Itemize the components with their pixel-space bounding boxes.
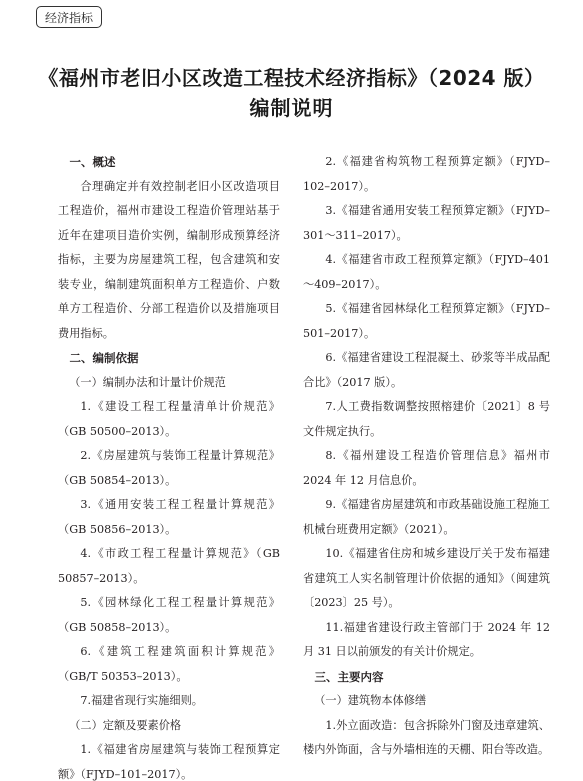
- subheading-repair: （一）建筑物本体修缮: [314, 694, 427, 707]
- list-item: 1.《福建省房屋建筑与装饰工程预算定额》（FJYD–101–2017）。: [58, 743, 280, 781]
- list-item: 11.福建省建设行政主管部门于 2024 年 12 月 31 日以前颁发的有关计价规定。: [303, 620, 550, 658]
- list-item: 6.《建筑工程建筑面积计算规范》（GB/T 50353–2013）。: [58, 645, 280, 683]
- left-column: [58, 150, 280, 781]
- list-item: 7.人工费指数调整按照榕建价〔2021〕8 号文件规定执行。: [303, 400, 550, 438]
- overview-paragraph: 合理确定并有效控制老旧小区改造项目工程造价，福州市建设工程造价管理站基于近年在建项目造价实例，编制形成预算经济指标，主要为房屋建筑工程，包含建筑和安装专业，编制建筑面积单方工程造价、户数单方工程造价、分部工程造价以及措施项目费用指标。: [58, 179, 280, 340]
- subheading-methods: （一）编制办法和计量计价规范: [69, 375, 226, 389]
- section-heading-main-content: 三、主要内容: [314, 669, 384, 684]
- list-item: 6.《福建省建设工程混凝土、砂浆等半成品配合比》（2017 版）。: [303, 351, 550, 389]
- list-item: 7.福建省现行实施细则。: [80, 694, 203, 707]
- list-item: 8.《福州建设工程造价管理信息》福州市 2024 年 12 月信息价。: [303, 449, 550, 487]
- list-item: 2.《房屋建筑与装饰工程量计算规范》（GB 50854–2013）。: [58, 449, 280, 487]
- subheading-quotas: （二）定额及要素价格: [69, 718, 182, 732]
- section-heading-overview: 一、概述: [69, 155, 116, 169]
- list-item: 5.《福建省园林绿化工程预算定额》（FJYD–501–2017）。: [303, 302, 550, 340]
- document-title: 《福州市老旧小区改造工程技术经济指标》（2024 版）: [38, 66, 545, 90]
- right-column: [303, 150, 550, 763]
- list-item: 4.《福建省市政工程预算定额》（FJYD–401～409–2017）。: [303, 253, 550, 291]
- document-subtitle: 编制说明: [249, 96, 334, 120]
- list-item: 9.《福建省房屋建筑和市政基础设施工程施工机械台班费用定额》（2021）。: [303, 498, 550, 536]
- list-item: 5.《园林绿化工程工程量计算规范》（GB 50858–2013）。: [58, 596, 280, 634]
- section-heading-basis: 二、编制依据: [69, 351, 139, 365]
- list-item: 1.《建设工程工程量清单计价规范》（GB 50500–2013）。: [58, 400, 280, 438]
- facade-paragraph: 1.外立面改造：包含拆除外门窗及违章建筑、楼内外饰面，含与外墙相连的天棚、阳台等改造。: [303, 718, 550, 756]
- list-item: 2.《福建省构筑物工程预算定额》（FJYD–102–2017）。: [303, 155, 550, 193]
- list-item: 10.《福建省住房和城乡建设厅关于发布福建省建筑工人实名制管理计价依据的通知》（闽建筑〔2023〕25 号）。: [303, 547, 550, 609]
- list-item: 3.《福建省通用安装工程预算定额》（FJYD–301～311–2017）。: [303, 204, 550, 242]
- section-tag: 经济指标: [36, 6, 102, 28]
- list-item: 4.《市政工程工程量计算规范》（GB 50857–2013）。: [58, 547, 280, 585]
- list-item: 3.《通用安装工程工程量计算规范》（GB 50856–2013）。: [58, 498, 280, 536]
